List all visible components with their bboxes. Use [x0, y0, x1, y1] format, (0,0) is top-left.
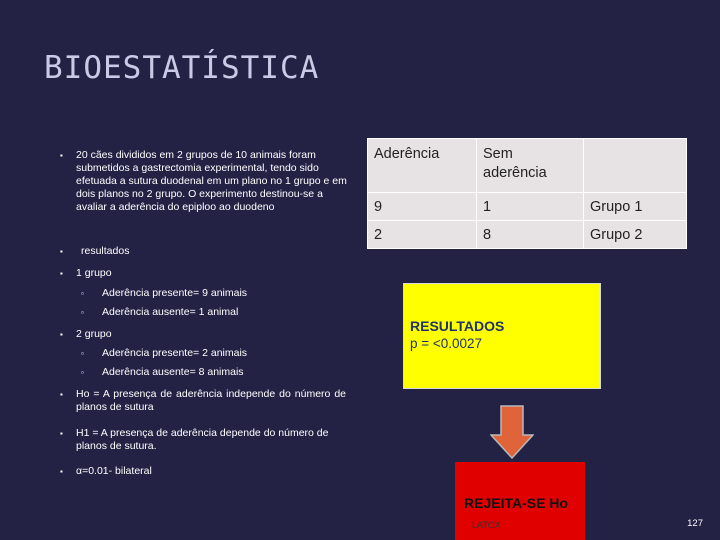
- reject-text: REJEITA-SE Ho: [464, 495, 568, 511]
- table-row: [368, 221, 687, 249]
- bullet-marker: ▪: [60, 429, 63, 438]
- bullet-text: α=0.01- bilateral: [76, 465, 152, 477]
- bullet-marker: ▪: [60, 151, 63, 160]
- bullet-text: 20 cães divididos em 2 grupos de 10 animais foram submetidos a gastrectomia experimental, tendo sido efetuada a sutura duodenal em um plano no 1 grupo e em dois planos no 2 grupo. O experimento destinou-se a avaliar a aderência do epiploo ao duodeno: [76, 149, 347, 213]
- slide-title: BIOESTATÍSTICA: [44, 50, 320, 86]
- bullet-text: resultados: [81, 245, 130, 257]
- sub-bullet-marker: ▫: [81, 368, 84, 377]
- table-cell: 8: [477, 221, 584, 249]
- bullet-marker: ▪: [60, 269, 63, 278]
- sub-bullet-text: Aderência presente= 2 animais: [102, 347, 248, 359]
- sub-bullet-marker: ▫: [81, 308, 84, 317]
- table-header-row: [368, 139, 687, 193]
- bullet-text: H1 = A presença de aderência depende do número de planos de sutura.: [76, 427, 329, 452]
- table-header-cell: Sem aderência: [477, 139, 584, 193]
- table-row: [368, 193, 687, 221]
- p-value: p = <0.0027: [410, 336, 483, 351]
- table-header-cell: [584, 139, 687, 193]
- table-cell: Grupo 1: [584, 193, 687, 221]
- table-header-cell: Aderência: [368, 139, 477, 193]
- table-cell: 2: [368, 221, 477, 249]
- sub-bullet-text: Aderência presente= 9 animais: [102, 287, 248, 299]
- bullet-marker: ▪: [60, 467, 63, 476]
- table-cell: 9: [368, 193, 477, 221]
- bullet-marker: ▪: [60, 330, 63, 339]
- reject-subtext: LATOX: [472, 520, 501, 530]
- bullet-marker: ▪: [60, 390, 63, 399]
- results-box: [403, 283, 601, 389]
- bullet-marker: ▪: [60, 247, 63, 256]
- bullet-text: 1 grupo: [76, 267, 112, 279]
- results-heading: RESULTADOS: [410, 318, 505, 334]
- bullet-text: 2 grupo: [76, 328, 112, 340]
- down-arrow-icon: [490, 405, 534, 459]
- table-cell: Grupo 2: [584, 221, 687, 249]
- sub-bullet-marker: ▫: [81, 289, 84, 298]
- sub-bullet-text: Aderência ausente= 1 animal: [102, 306, 239, 318]
- contingency-table: [367, 138, 687, 249]
- reject-box: [455, 462, 585, 540]
- page-number: 127: [687, 518, 703, 529]
- sub-bullet-text: Aderência ausente= 8 animais: [102, 366, 244, 378]
- sub-bullet-marker: ▫: [81, 349, 84, 358]
- table-cell: 1: [477, 193, 584, 221]
- bullet-text: Ho = A presença de aderência independe do número de planos de sutura: [76, 388, 346, 413]
